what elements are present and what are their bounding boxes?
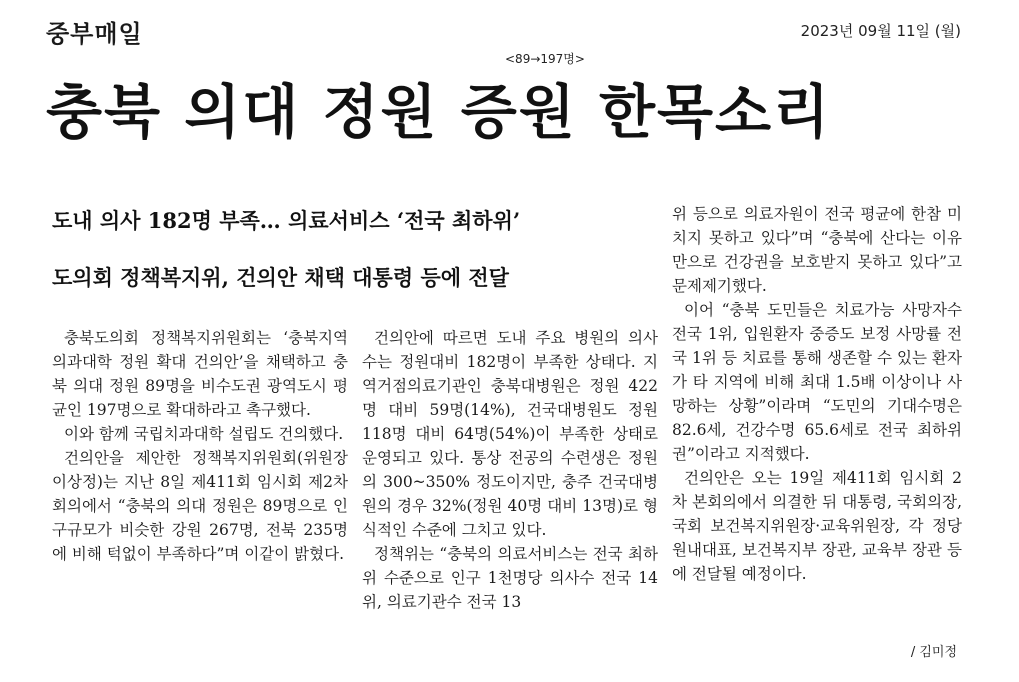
- paragraph: 충북도의회 정책복지위원회는 ‘충북지역 의과대학 정원 확대 건의안’을 채택하고 충북 의대 정원 89명을 비수도권 광역도시 평균인 197명으로 확대하라고 촉구했다.: [52, 329, 348, 419]
- article-column-2: [362, 326, 658, 614]
- paragraph: 이와 함께 국립치과대학 설립도 건의했다.: [64, 425, 344, 443]
- paragraph: 건의안을 제안한 정책복지위원회(위원장 이상정)는 지난 8일 제411회 임시회 제2차 회의에서 “충북의 의대 정원은 89명으로 인구규모가 비슷한 강원 267명, 전북 235명에 비해 턱없이 부족하다”며 이같이 밝혔다.: [52, 449, 348, 563]
- paragraph: 정책위는 “충북의 의료서비스는 전국 최하위 수준으로 인구 1천명당 의사수 전국 14위, 의료기관수 전국 13: [362, 545, 658, 611]
- paragraph: 건의안은 오는 19일 제411회 임시회 2차 본회의에서 의결한 뒤 대통령, 국회의장, 국회 보건복지위원장·교육위원장, 각 정당 원내대표, 보건복지부 장관, 교육부 장관 등에 전달될 예정이다.: [672, 469, 962, 583]
- subheadline-2: 도의회 정책복지위, 건의안 채택 대통령 등에 전달: [52, 265, 509, 290]
- masthead-logo: 중부매일: [46, 20, 143, 48]
- paragraph: 위 등으로 의료자원이 전국 평균에 한참 미치지 못하고 있다”며 “충북에 산다는 이유만으로 건강권을 보호받지 못하고 있다”고 문제제기했다.: [672, 205, 962, 295]
- headline: 충북 의대 정원 증원 한목소리: [46, 78, 832, 146]
- article-column-1: [52, 326, 348, 566]
- issue-date: 2023년 09월 11일 (월): [800, 22, 961, 40]
- subheadline-1: 도내 의사 182명 부족… 의료서비스 ‘전국 최하위’: [52, 208, 521, 233]
- paragraph: 이어 “충북 도민들은 치료가능 사망자수 전국 1위, 입원환자 중증도 보정 사망률 전국 1위 등 치료를 통해 생존할 수 있는 환자가 타 지역에 비해 최대 1.5배 이상이나 사망하는 상황”이라며 “도민의 기대수명은 82.6세, 건강수명 65.6세로 전국 최하위권”이라고 지적했다.: [672, 301, 962, 463]
- article-column-3: [672, 202, 962, 586]
- paragraph: 건의안에 따르면 도내 주요 병원의 의사 수는 정원대비 182명이 부족한 상태다. 지역거점의료기관인 충북대병원은 정원 422명 대비 59명(14%), 건국대병원도 정원 118명 대비 64명(54%)이 부족한 상태로 운영되고 있다. 통상 전공의 수련생은 정원의 300~350% 정도이지만, 충주 건국대병원의 경우 32%(정원 40명 대비 13명)로 형식적인 수준에 그치고 있다.: [362, 329, 658, 539]
- byline: / 김미정: [910, 645, 957, 660]
- headline-note: <89→197명>: [505, 52, 585, 66]
